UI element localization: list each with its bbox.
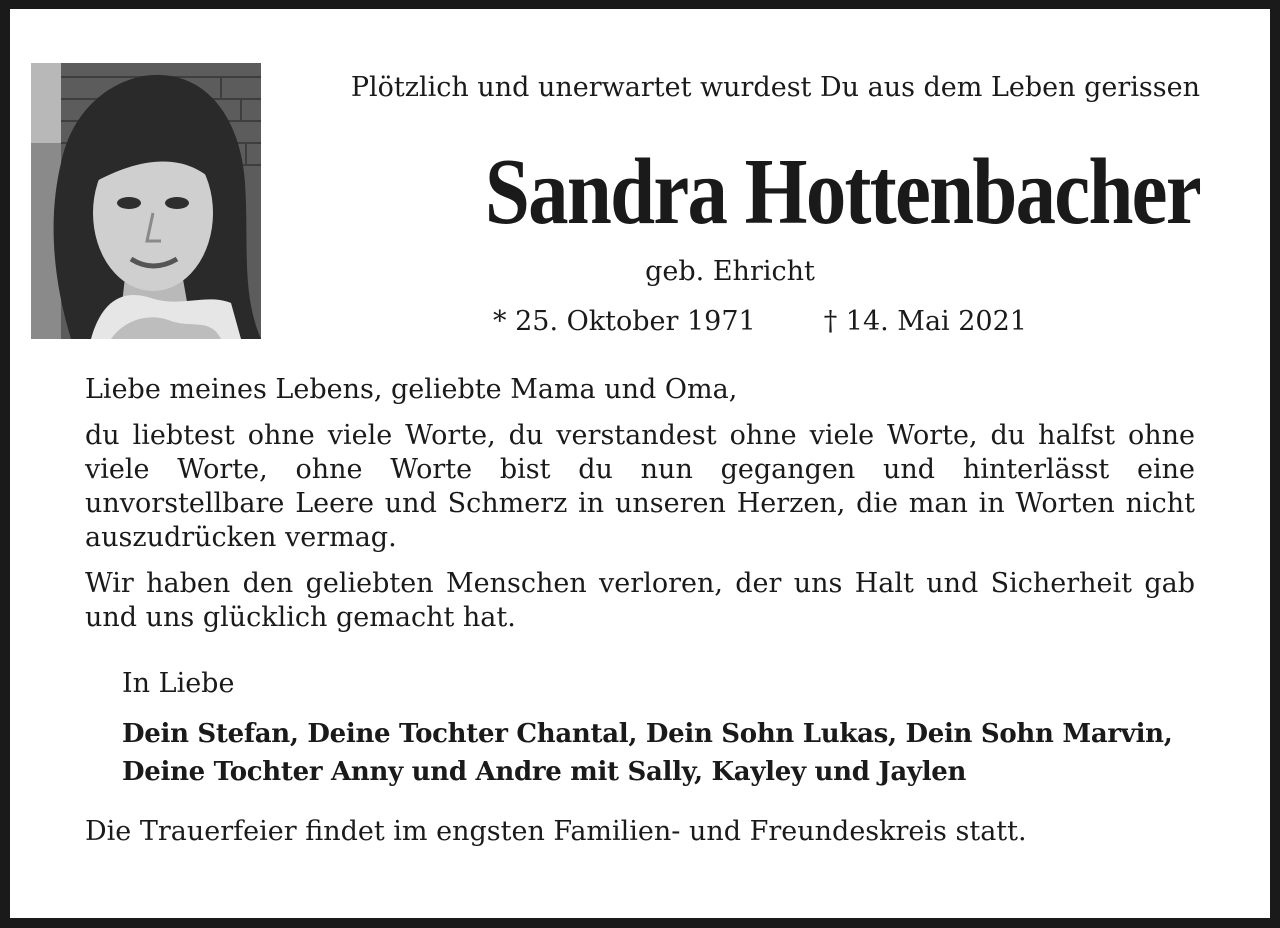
birth-date: * 25. Oktober 1971 xyxy=(493,306,756,337)
body-paragraph-1: du liebtest ohne viele Worte, du verstandest ohne viele Worte, du halfst ohne viele Worte, ohne Worte bist du nun gegangen und hinterlässt eine unvorstellbare Leere und Schmerz in unseren Herzen, die man in Worten nicht auszudrücken vermag. xyxy=(85,420,1195,553)
portrait-photo xyxy=(31,63,261,339)
greeting-line: Liebe meines Lebens, geliebte Mama und Oma, xyxy=(85,374,738,405)
body-paragraph-2: Wir haben den geliebten Menschen verloren, der uns Halt und Sicherheit gab und uns glücklich gemacht hat. xyxy=(85,568,1195,633)
service-info: Die Trauerfeier findet im engsten Familien- und Freundeskreis statt. xyxy=(85,816,1027,847)
intro-line: Plötzlich und unerwartet wurdest Du aus dem Leben gerissen xyxy=(350,72,1200,103)
death-date: † 14. Mai 2021 xyxy=(823,306,1027,337)
signoff: In Liebe xyxy=(122,668,235,699)
deceased-name: Sandra Hottenbacher xyxy=(484,140,1200,244)
life-dates xyxy=(410,305,1110,339)
birth-name: geb. Ehricht xyxy=(645,256,815,287)
family-names: Dein Stefan, Deine Tochter Chantal, Dein Sohn Lukas, Dein Sohn Marvin, Deine Tochter Anny und Andre mit Sally, Kayley und Jaylen xyxy=(122,719,1173,787)
